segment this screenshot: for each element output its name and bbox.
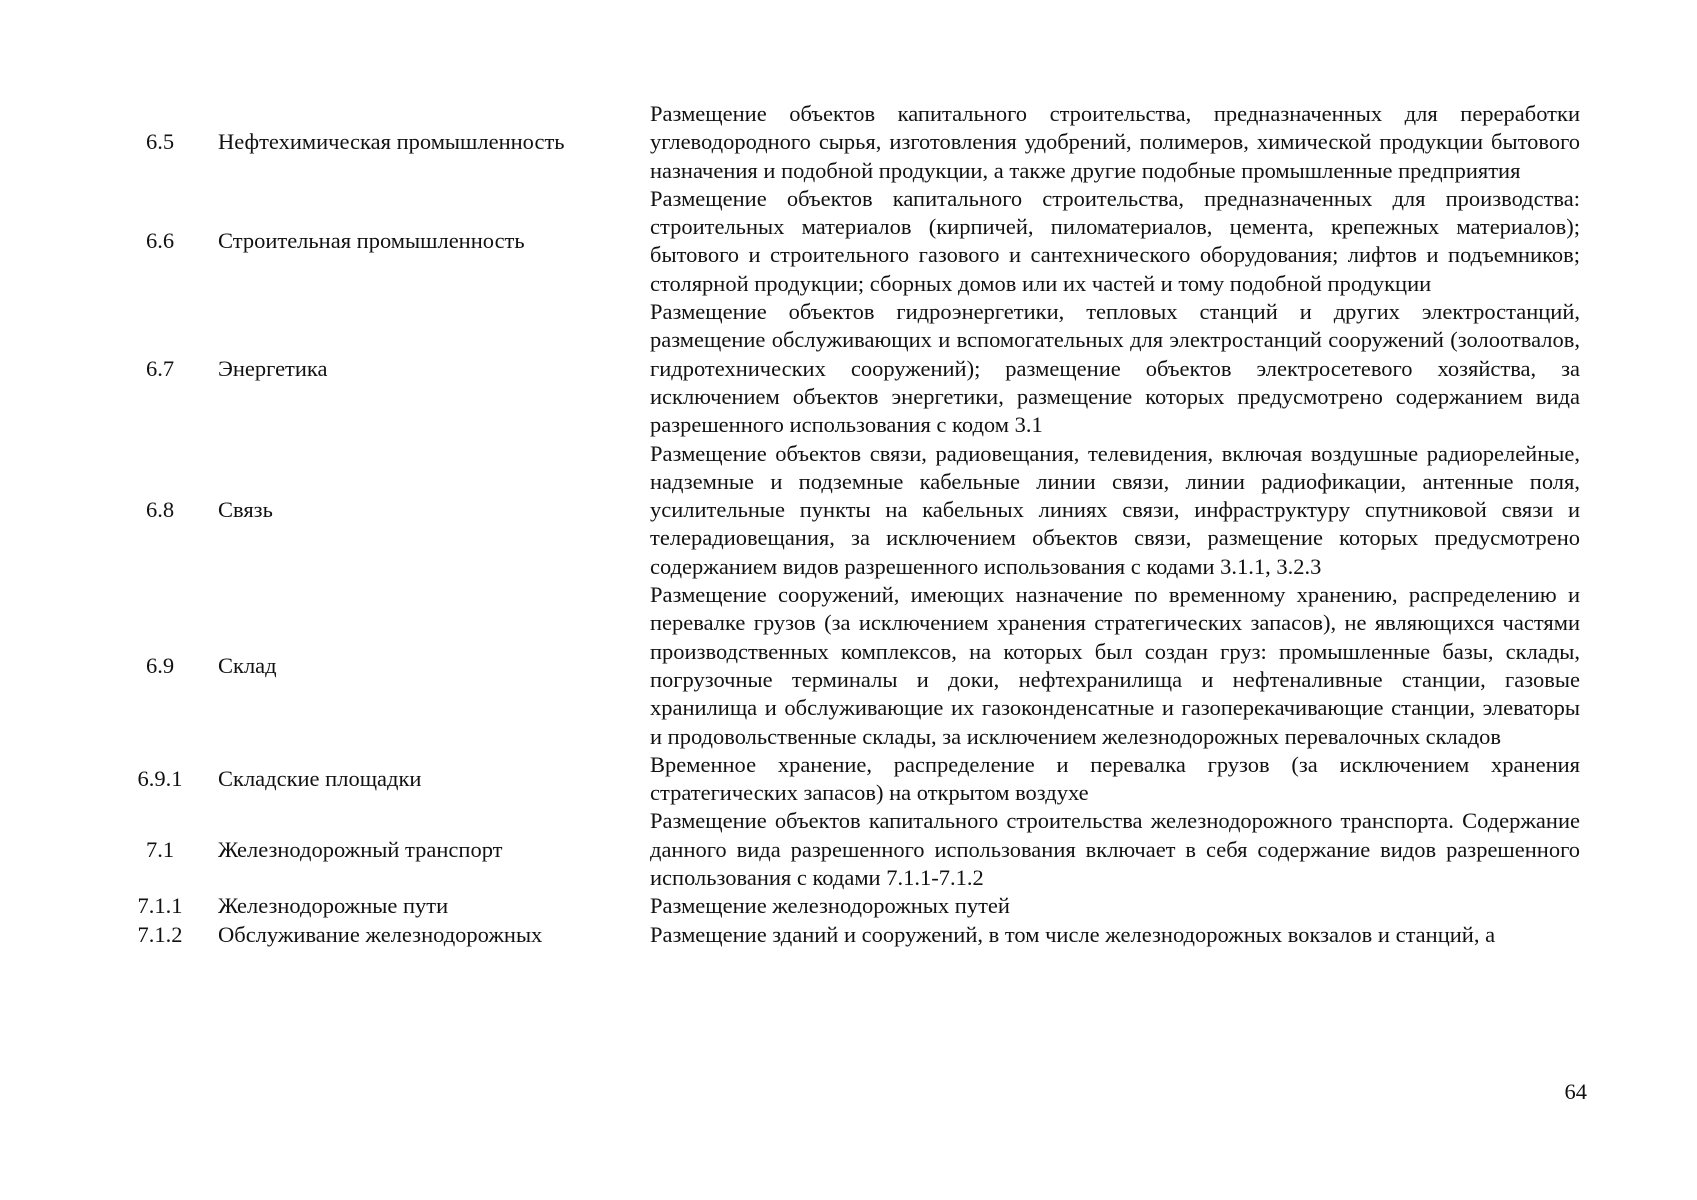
row-code: 6.7 [145,355,175,381]
row-description: Размещение объектов капитального строительства железнодорожного транспорта. Содержание данного вида разрешенного использования включает в себя содержание видов разрешенного использования с кодами 7.1.1-7.1.2 [650,808,1580,891]
row-code: 7.1.2 [137,921,183,947]
row-code: 6.8 [145,497,175,523]
table-row [120,807,1580,892]
row-name: Энергетика [218,355,328,381]
row-name: Железнодорожный транспорт [218,836,503,862]
table-row [120,185,1580,298]
row-name: Складские площадки [218,765,422,791]
row-description: Размещение объектов капитального строительства, предназначенных для производства: строительных материалов (кирпичей, пиломатериалов, цемента, крепежных материалов); бытового и строительного газового и сантехнического оборудования; лифтов и подъемников; столярной продукции; сборных домов или их частей и тому подобной продукции [650,185,1580,296]
row-code: 7.1 [145,836,175,862]
row-name: Железнодорожные пути [218,893,449,919]
row-description: Размещение объектов капитального строительства, предназначенных для переработки углеводородного сырья, изготовления удобрений, полимеров, химической продукции бытового назначения и подобной продукции, а также другие подобные промышленные предприятия [650,101,1580,183]
row-description: Размещение объектов гидроэнергетики, тепловых станций и других электростанций, размещение обслуживающих и вспомогательных для электростанций сооружений (золоотвалов, гидротехнических сооружений); размещение объектов электросетевого хозяйства, за исключением объектов энергетики, размещение которых предусмотрено содержанием вида разрешенного использования с кодом 3.1 [650,299,1580,438]
row-description: Размещение зданий и сооружений, в том числе железнодорожных вокзалов и станций, а [650,921,1496,947]
row-name: Обслуживание железнодорожных [218,921,543,947]
land-use-table [120,100,1580,949]
row-name: Склад [218,652,277,678]
table-row [120,100,1580,185]
table-row [120,581,1580,751]
row-code: 6.9 [145,652,175,678]
row-description: Размещение сооружений, имеющих назначение по временному хранению, распределению и перевалке грузов (за исключением хранения стратегических запасов), не являющихся частями производственных комплексов, на которых был создан груз: промышленные базы, склады, погрузочные терминалы и доки, нефтехранилища и нефтеналивные станции, газовые хранилища и обслуживающие их газоконденсатные и газоперекачивающие станции, элеваторы и продовольственные склады, за исключением железнодорожных перевалочных складов [650,582,1580,749]
row-description: Размещение железнодорожных путей [650,893,1010,919]
table-row [120,298,1580,439]
row-code: 7.1.1 [137,893,183,919]
row-code: 6.9.1 [137,765,183,791]
row-description: Временное хранение, распределение и перевалка грузов (за исключением хранения стратегических запасов) на открытом воздухе [650,751,1580,806]
table-row [120,892,1580,920]
row-name: Нефтехимическая промышленность [218,129,565,155]
table-row [120,921,1580,949]
table-row [120,440,1580,581]
row-name: Строительная промышленность [218,228,525,254]
row-code: 6.6 [145,228,175,254]
table-row [120,751,1580,808]
row-code: 6.5 [145,129,175,155]
row-name: Связь [218,497,273,523]
row-description: Размещение объектов связи, радиовещания, телевидения, включая воздушные радиорелейные, надземные и подземные кабельные линии связи, линии радиофикации, антенные поля, усилительные пункты на кабельных линиях связи, инфраструктуру спутниковой связи и телерадиовещания, за исключением объектов связи, размещение которых предусмотрено содержанием видов разрешенного использования с кодами 3.1.1, 3.2.3 [650,440,1580,579]
page-number: 64 [1564,1079,1587,1104]
